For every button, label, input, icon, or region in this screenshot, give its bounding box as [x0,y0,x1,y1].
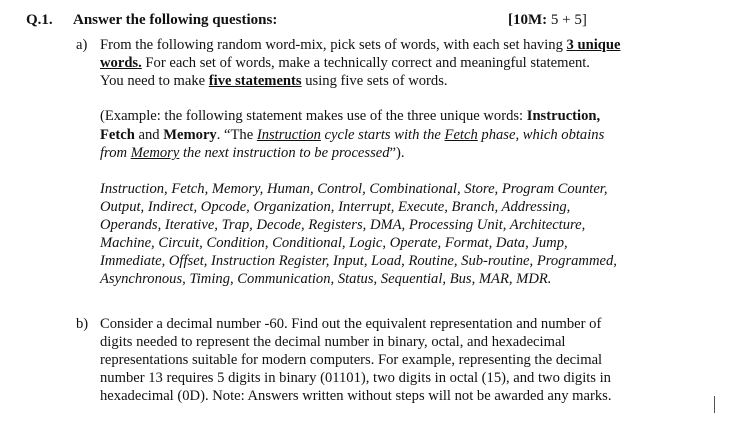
part-b-line-5: hexadecimal (0D). Note: Answers written without steps will not be awarded any marks. [100,388,612,404]
example-line-3 [100,144,405,162]
part-a-line-3 [100,72,448,90]
example-quote-instruction: Instruction [256,127,321,143]
word-list-line-4: Machine, Circuit, Condition, Conditional, Logic, Operate, Format, Data, Jump, [100,235,568,251]
part-a-line-3-pre: You need to make [100,73,209,89]
five-statements-emphasis: five statements [208,73,302,89]
part-b-line-4: number 13 requires 5 digits in binary (01101), two digits in octal (15), and two digits in [100,370,611,386]
part-a-line-2 [100,54,590,72]
marks-allocation [508,12,587,29]
word-list-line-1: Instruction, Fetch, Memory, Human, Control, Combinational, Store, Program Counter, [100,181,608,197]
example-quote-start: . “The [216,127,257,143]
example-quote-middle: cycle starts with the [320,127,445,143]
example-quote-fetch: Fetch [444,127,478,143]
example-quote-end: phase, which obtains [477,127,605,143]
example-line-3-memory: Memory [130,145,180,161]
part-b-line-2: digits needed to represent the decimal number in binary, octal, and hexadecimal [100,334,566,350]
word-list-line-3: Operands, Iterative, Trap, Decode, Registers, DMA, Processing Unit, Architecture, [100,217,586,233]
example-word-instruction: Instruction, [526,108,601,124]
part-a-line-3-post: using five sets of words. [301,73,448,89]
part-b-line-3: representations suitable for modern computers. For example, representing the decimal [100,352,603,368]
part-a-label: a) [76,37,88,53]
three-unique-emphasis: 3 unique [566,37,621,53]
part-b-label: b) [76,316,89,332]
part-a-line-1 [100,36,620,54]
marks-label: [10M: [508,12,548,28]
words-emphasis: words. [100,55,142,71]
example-line-3-pre: from [100,145,131,161]
part-a-line-2-text: For each set of words, make a technically correct and meaningful statement. [141,55,590,71]
example-line-1 [100,107,600,125]
example-and: and [134,127,164,143]
text-cursor [714,396,715,413]
example-line-3-close: ”). [389,145,405,161]
part-a-line-1-text: From the following random word-mix, pick sets of words, with each set having [100,37,567,53]
example-line-3-post: the next instruction to be processed [179,145,390,161]
question-title: Answer the following questions: [73,12,278,28]
example-word-fetch: Fetch [100,127,135,143]
part-b-line-1: Consider a decimal number -60. Find out the equivalent representation and number of [100,316,602,332]
word-list-line-6: Asynchronous, Timing, Communication, Status, Sequential, Bus, MAR, MDR. [100,271,552,287]
example-intro: (Example: the following statement makes use of the three unique words: [100,108,527,124]
word-list-line-2: Output, Indirect, Opcode, Organization, Interrupt, Execute, Branch, Addressing, [100,199,571,215]
example-word-memory: Memory [163,127,217,143]
example-quote-part-1 [257,127,604,143]
question-number: Q.1. [26,12,53,28]
question-header [26,12,666,34]
marks-value: 5 + 5] [550,12,587,28]
example-line-2 [100,126,604,144]
word-list-line-5: Immediate, Offset, Instruction Register, Input, Load, Routine, Sub-routine, Programmed, [100,253,617,269]
